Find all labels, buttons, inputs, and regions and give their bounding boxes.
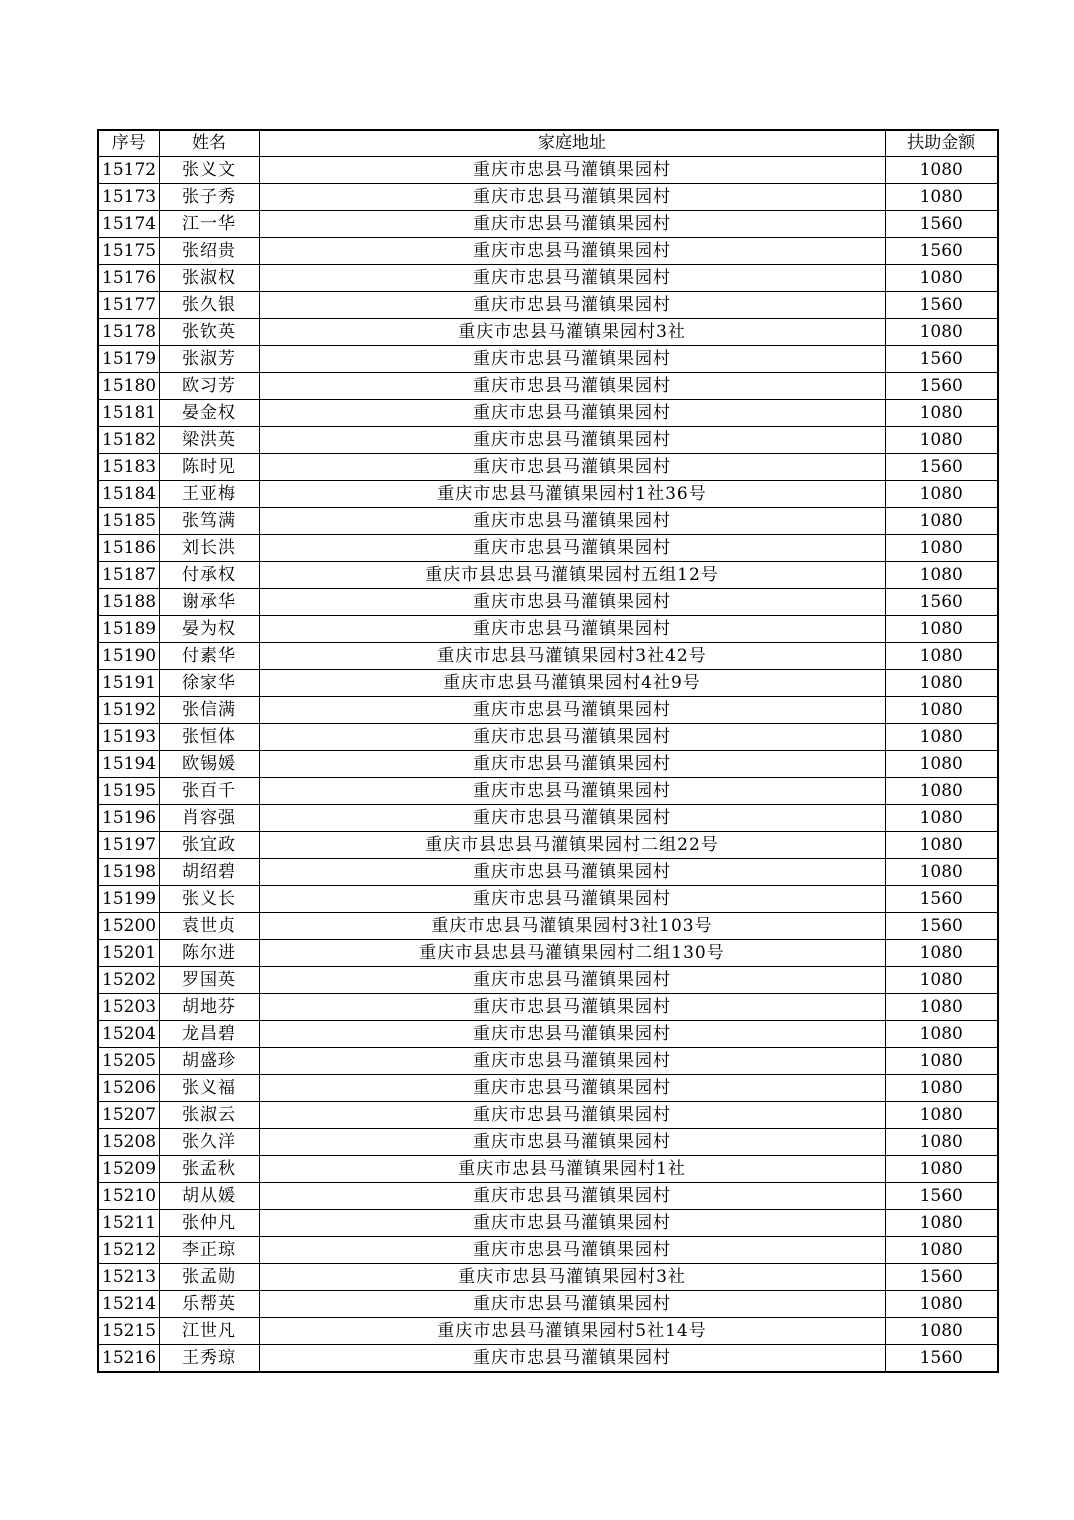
table-row — [98, 1210, 998, 1237]
table-row — [98, 319, 998, 346]
cell-serial-number: 15206 — [98, 1075, 159, 1102]
table-row — [98, 1318, 998, 1345]
cell-subsidy-amount: 1080 — [885, 805, 998, 832]
cell-name: 张孟秋 — [159, 1156, 259, 1183]
cell-subsidy-amount: 1560 — [885, 1183, 998, 1210]
table-row — [98, 265, 998, 292]
cell-subsidy-amount: 1560 — [885, 913, 998, 940]
cell-subsidy-amount: 1080 — [885, 400, 998, 427]
table-row — [98, 778, 998, 805]
cell-home-address: 重庆市忠县马灌镇果园村1社36号 — [259, 481, 885, 508]
table-row — [98, 832, 998, 859]
header-serial-number: 序号 — [98, 130, 159, 157]
cell-home-address: 重庆市忠县马灌镇果园村 — [259, 400, 885, 427]
cell-subsidy-amount: 1080 — [885, 1291, 998, 1318]
cell-subsidy-amount: 1080 — [885, 1156, 998, 1183]
cell-subsidy-amount: 1080 — [885, 157, 998, 184]
cell-home-address: 重庆市忠县马灌镇果园村3社42号 — [259, 643, 885, 670]
cell-name: 张子秀 — [159, 184, 259, 211]
cell-serial-number: 15215 — [98, 1318, 159, 1345]
cell-home-address: 重庆市忠县马灌镇果园村 — [259, 1075, 885, 1102]
cell-home-address: 重庆市忠县马灌镇果园村 — [259, 238, 885, 265]
cell-subsidy-amount: 1080 — [885, 1021, 998, 1048]
cell-subsidy-amount: 1560 — [885, 454, 998, 481]
cell-subsidy-amount: 1080 — [885, 643, 998, 670]
table-row — [98, 427, 998, 454]
cell-name: 刘长洪 — [159, 535, 259, 562]
table-row — [98, 1264, 998, 1291]
cell-name: 肖容强 — [159, 805, 259, 832]
cell-serial-number: 15188 — [98, 589, 159, 616]
cell-home-address: 重庆市忠县马灌镇果园村3社 — [259, 319, 885, 346]
cell-serial-number: 15213 — [98, 1264, 159, 1291]
table-row — [98, 184, 998, 211]
cell-serial-number: 15176 — [98, 265, 159, 292]
cell-subsidy-amount: 1560 — [885, 886, 998, 913]
cell-name: 王秀琼 — [159, 1345, 259, 1373]
cell-serial-number: 15190 — [98, 643, 159, 670]
cell-serial-number: 15212 — [98, 1237, 159, 1264]
cell-subsidy-amount: 1080 — [885, 535, 998, 562]
cell-subsidy-amount: 1080 — [885, 616, 998, 643]
cell-name: 王亚梅 — [159, 481, 259, 508]
cell-subsidy-amount: 1560 — [885, 238, 998, 265]
cell-subsidy-amount: 1080 — [885, 427, 998, 454]
cell-home-address: 重庆市忠县马灌镇果园村 — [259, 1345, 885, 1373]
cell-subsidy-amount: 1080 — [885, 1129, 998, 1156]
cell-serial-number: 15208 — [98, 1129, 159, 1156]
table-row — [98, 940, 998, 967]
cell-serial-number: 15181 — [98, 400, 159, 427]
table-row — [98, 454, 998, 481]
cell-name: 张淑芳 — [159, 346, 259, 373]
cell-serial-number: 15192 — [98, 697, 159, 724]
table-row — [98, 859, 998, 886]
cell-serial-number: 15196 — [98, 805, 159, 832]
table-row — [98, 508, 998, 535]
table-row — [98, 535, 998, 562]
cell-subsidy-amount: 1080 — [885, 724, 998, 751]
cell-serial-number: 15216 — [98, 1345, 159, 1373]
cell-home-address: 重庆市忠县马灌镇果园村 — [259, 1048, 885, 1075]
cell-subsidy-amount: 1080 — [885, 319, 998, 346]
cell-home-address: 重庆市忠县马灌镇果园村 — [259, 778, 885, 805]
cell-name: 欧锡媛 — [159, 751, 259, 778]
cell-serial-number: 15203 — [98, 994, 159, 1021]
cell-subsidy-amount: 1080 — [885, 508, 998, 535]
cell-home-address: 重庆市县忠县马灌镇果园村二组22号 — [259, 832, 885, 859]
cell-name: 晏金权 — [159, 400, 259, 427]
cell-home-address: 重庆市忠县马灌镇果园村 — [259, 535, 885, 562]
cell-name: 陈时见 — [159, 454, 259, 481]
cell-serial-number: 15207 — [98, 1102, 159, 1129]
cell-subsidy-amount: 1080 — [885, 751, 998, 778]
table-row — [98, 157, 998, 184]
table-row — [98, 697, 998, 724]
cell-name: 梁洪英 — [159, 427, 259, 454]
cell-name: 胡绍碧 — [159, 859, 259, 886]
table-row — [98, 481, 998, 508]
cell-home-address: 重庆市忠县马灌镇果园村 — [259, 508, 885, 535]
cell-serial-number: 15183 — [98, 454, 159, 481]
cell-subsidy-amount: 1080 — [885, 1102, 998, 1129]
cell-serial-number: 15187 — [98, 562, 159, 589]
cell-serial-number: 15189 — [98, 616, 159, 643]
table-row — [98, 1345, 998, 1373]
cell-home-address: 重庆市忠县马灌镇果园村 — [259, 1237, 885, 1264]
table-row — [98, 1021, 998, 1048]
cell-name: 张久银 — [159, 292, 259, 319]
table-row — [98, 913, 998, 940]
cell-name: 付承权 — [159, 562, 259, 589]
cell-home-address: 重庆市忠县马灌镇果园村5社14号 — [259, 1318, 885, 1345]
cell-serial-number: 15193 — [98, 724, 159, 751]
cell-subsidy-amount: 1080 — [885, 832, 998, 859]
cell-subsidy-amount: 1080 — [885, 994, 998, 1021]
cell-subsidy-amount: 1560 — [885, 292, 998, 319]
cell-name: 付素华 — [159, 643, 259, 670]
cell-home-address: 重庆市忠县马灌镇果园村 — [259, 751, 885, 778]
cell-name: 张信满 — [159, 697, 259, 724]
cell-name: 陈尔进 — [159, 940, 259, 967]
cell-serial-number: 15201 — [98, 940, 159, 967]
table-row — [98, 805, 998, 832]
cell-subsidy-amount: 1560 — [885, 346, 998, 373]
cell-name: 张久洋 — [159, 1129, 259, 1156]
table-row — [98, 373, 998, 400]
cell-name: 徐家华 — [159, 670, 259, 697]
cell-serial-number: 15182 — [98, 427, 159, 454]
cell-home-address: 重庆市忠县马灌镇果园村 — [259, 589, 885, 616]
cell-home-address: 重庆市县忠县马灌镇果园村五组12号 — [259, 562, 885, 589]
cell-home-address: 重庆市忠县马灌镇果园村 — [259, 373, 885, 400]
cell-serial-number: 15202 — [98, 967, 159, 994]
table-header — [98, 130, 998, 157]
table-row — [98, 670, 998, 697]
cell-serial-number: 15211 — [98, 1210, 159, 1237]
cell-name: 张恒体 — [159, 724, 259, 751]
cell-serial-number: 15197 — [98, 832, 159, 859]
cell-serial-number: 15205 — [98, 1048, 159, 1075]
cell-subsidy-amount: 1560 — [885, 589, 998, 616]
cell-home-address: 重庆市忠县马灌镇果园村 — [259, 1291, 885, 1318]
cell-subsidy-amount: 1560 — [885, 1264, 998, 1291]
cell-home-address: 重庆市忠县马灌镇果园村4社9号 — [259, 670, 885, 697]
cell-serial-number: 15184 — [98, 481, 159, 508]
cell-serial-number: 15209 — [98, 1156, 159, 1183]
cell-subsidy-amount: 1080 — [885, 940, 998, 967]
cell-subsidy-amount: 1080 — [885, 697, 998, 724]
cell-home-address: 重庆市忠县马灌镇果园村 — [259, 454, 885, 481]
cell-name: 张义福 — [159, 1075, 259, 1102]
cell-home-address: 重庆市忠县马灌镇果园村 — [259, 697, 885, 724]
cell-name: 谢承华 — [159, 589, 259, 616]
cell-home-address: 重庆市忠县马灌镇果园村 — [259, 1102, 885, 1129]
table-row — [98, 1291, 998, 1318]
cell-serial-number: 15204 — [98, 1021, 159, 1048]
table-row — [98, 886, 998, 913]
cell-name: 胡地芬 — [159, 994, 259, 1021]
cell-name: 胡盛珍 — [159, 1048, 259, 1075]
cell-home-address: 重庆市忠县马灌镇果园村3社 — [259, 1264, 885, 1291]
cell-name: 张宜政 — [159, 832, 259, 859]
cell-name: 乐帮英 — [159, 1291, 259, 1318]
table-row — [98, 616, 998, 643]
cell-name: 欧习芳 — [159, 373, 259, 400]
cell-name: 袁世贞 — [159, 913, 259, 940]
cell-serial-number: 15210 — [98, 1183, 159, 1210]
cell-name: 晏为权 — [159, 616, 259, 643]
table-row — [98, 967, 998, 994]
table-row — [98, 1075, 998, 1102]
table-row — [98, 292, 998, 319]
cell-name: 张钦英 — [159, 319, 259, 346]
cell-subsidy-amount: 1560 — [885, 211, 998, 238]
table-row — [98, 346, 998, 373]
cell-home-address: 重庆市忠县马灌镇果园村 — [259, 724, 885, 751]
table-row — [98, 589, 998, 616]
table-row — [98, 1156, 998, 1183]
cell-serial-number: 15185 — [98, 508, 159, 535]
table-row — [98, 238, 998, 265]
cell-home-address: 重庆市县忠县马灌镇果园村二组130号 — [259, 940, 885, 967]
cell-name: 龙昌碧 — [159, 1021, 259, 1048]
header-subsidy-amount: 扶助金额 — [885, 130, 998, 157]
cell-serial-number: 15198 — [98, 859, 159, 886]
cell-subsidy-amount: 1080 — [885, 967, 998, 994]
cell-home-address: 重庆市忠县马灌镇果园村 — [259, 157, 885, 184]
cell-serial-number: 15173 — [98, 184, 159, 211]
cell-serial-number: 15199 — [98, 886, 159, 913]
cell-serial-number: 15195 — [98, 778, 159, 805]
cell-home-address: 重庆市忠县马灌镇果园村 — [259, 967, 885, 994]
cell-home-address: 重庆市忠县马灌镇果园村 — [259, 265, 885, 292]
cell-name: 胡从媛 — [159, 1183, 259, 1210]
cell-subsidy-amount: 1560 — [885, 1345, 998, 1373]
cell-name: 罗国英 — [159, 967, 259, 994]
cell-name: 张百千 — [159, 778, 259, 805]
table-row — [98, 1129, 998, 1156]
table-row — [98, 1237, 998, 1264]
table-row — [98, 724, 998, 751]
cell-home-address: 重庆市忠县马灌镇果园村 — [259, 427, 885, 454]
cell-serial-number: 15179 — [98, 346, 159, 373]
cell-name: 张义长 — [159, 886, 259, 913]
cell-name: 李正琼 — [159, 1237, 259, 1264]
cell-serial-number: 15194 — [98, 751, 159, 778]
table-row — [98, 994, 998, 1021]
cell-subsidy-amount: 1080 — [885, 670, 998, 697]
cell-subsidy-amount: 1080 — [885, 778, 998, 805]
subsidy-table — [97, 129, 999, 1373]
cell-name: 张绍贵 — [159, 238, 259, 265]
cell-serial-number: 15174 — [98, 211, 159, 238]
cell-name: 张仲凡 — [159, 1210, 259, 1237]
cell-subsidy-amount: 1560 — [885, 373, 998, 400]
cell-subsidy-amount: 1080 — [885, 1210, 998, 1237]
cell-name: 张淑权 — [159, 265, 259, 292]
cell-serial-number: 15180 — [98, 373, 159, 400]
table-row — [98, 400, 998, 427]
header-row — [98, 130, 998, 157]
table-row — [98, 1102, 998, 1129]
cell-home-address: 重庆市忠县马灌镇果园村 — [259, 1021, 885, 1048]
cell-subsidy-amount: 1080 — [885, 1318, 998, 1345]
cell-serial-number: 15172 — [98, 157, 159, 184]
cell-serial-number: 15214 — [98, 1291, 159, 1318]
cell-serial-number: 15186 — [98, 535, 159, 562]
table-body — [98, 157, 998, 1373]
cell-serial-number: 15200 — [98, 913, 159, 940]
cell-name: 张义文 — [159, 157, 259, 184]
table-row — [98, 1048, 998, 1075]
table-row — [98, 211, 998, 238]
table-row — [98, 751, 998, 778]
cell-home-address: 重庆市忠县马灌镇果园村3社103号 — [259, 913, 885, 940]
cell-subsidy-amount: 1080 — [885, 1048, 998, 1075]
table-row — [98, 643, 998, 670]
cell-home-address: 重庆市忠县马灌镇果园村 — [259, 346, 885, 373]
cell-home-address: 重庆市忠县马灌镇果园村 — [259, 805, 885, 832]
cell-home-address: 重庆市忠县马灌镇果园村 — [259, 859, 885, 886]
cell-name: 江一华 — [159, 211, 259, 238]
cell-home-address: 重庆市忠县马灌镇果园村 — [259, 184, 885, 211]
table-row — [98, 562, 998, 589]
cell-subsidy-amount: 1080 — [885, 265, 998, 292]
cell-subsidy-amount: 1080 — [885, 562, 998, 589]
cell-subsidy-amount: 1080 — [885, 184, 998, 211]
cell-name: 张孟勋 — [159, 1264, 259, 1291]
cell-name: 江世凡 — [159, 1318, 259, 1345]
cell-serial-number: 15178 — [98, 319, 159, 346]
cell-home-address: 重庆市忠县马灌镇果园村1社 — [259, 1156, 885, 1183]
table-row — [98, 1183, 998, 1210]
header-name: 姓名 — [159, 130, 259, 157]
cell-serial-number: 15177 — [98, 292, 159, 319]
cell-subsidy-amount: 1080 — [885, 859, 998, 886]
cell-home-address: 重庆市忠县马灌镇果园村 — [259, 1183, 885, 1210]
header-home-address: 家庭地址 — [259, 130, 885, 157]
cell-home-address: 重庆市忠县马灌镇果园村 — [259, 1210, 885, 1237]
cell-home-address: 重庆市忠县马灌镇果园村 — [259, 886, 885, 913]
cell-serial-number: 15191 — [98, 670, 159, 697]
cell-home-address: 重庆市忠县马灌镇果园村 — [259, 211, 885, 238]
cell-subsidy-amount: 1080 — [885, 481, 998, 508]
cell-home-address: 重庆市忠县马灌镇果园村 — [259, 994, 885, 1021]
cell-name: 张笃满 — [159, 508, 259, 535]
cell-home-address: 重庆市忠县马灌镇果园村 — [259, 616, 885, 643]
cell-subsidy-amount: 1080 — [885, 1237, 998, 1264]
cell-subsidy-amount: 1080 — [885, 1075, 998, 1102]
cell-serial-number: 15175 — [98, 238, 159, 265]
cell-name: 张淑云 — [159, 1102, 259, 1129]
cell-home-address: 重庆市忠县马灌镇果园村 — [259, 1129, 885, 1156]
cell-home-address: 重庆市忠县马灌镇果园村 — [259, 292, 885, 319]
